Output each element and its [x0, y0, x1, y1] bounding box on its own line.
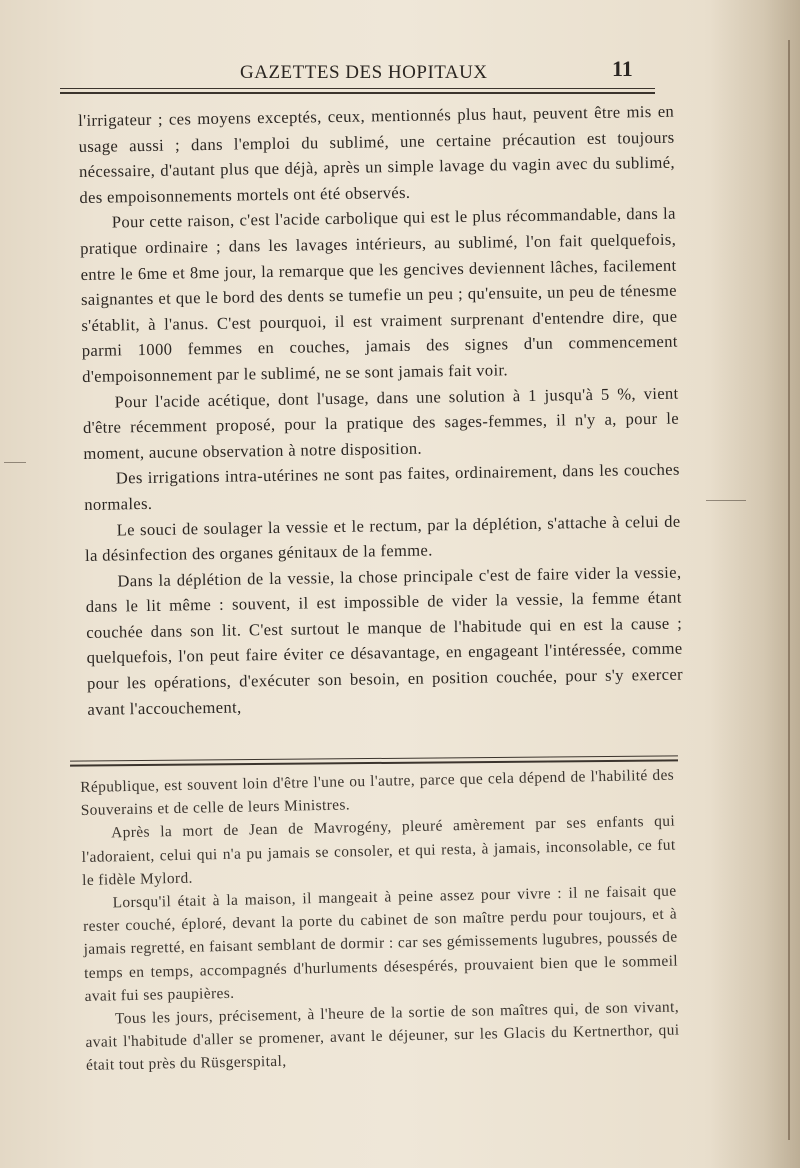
paragraph: Pour l'acide acétique, dont l'usage, dans une solution à 1 jusqu'à 5 %, vient d'être récemment proposé, pour la pratique des sages-femmes, il n'y a, pour le moment, aucune observation à notre disposition. [82, 383, 680, 463]
paragraph: Des irrigations intra-utérines ne sont pas faites, ordinairement, dans les couches normales. [84, 459, 680, 514]
paragraph: Après la mort de Jean de Mavrogény, pleuré amèrement par ses enfants qui l'adoraient, celui qui n'a pu jamais se consoler, et qui resta, à jamais, inconsolable, ce fut le fidèle Mylord. [81, 812, 676, 889]
paragraph: République, est souvent loin d'être l'une ou l'autre, parce que cela dépend de l'habilité des Souverains et de celle de leurs Ministres. [80, 766, 675, 820]
page-header [60, 56, 660, 100]
margin-mark-left [4, 462, 26, 463]
paragraph: Dans la déplétion de la vessie, la chose principale c'est de faire vider la vessie, dans le lit même : souvent, il est impossible de vider la vessie, la femme étant couchée dans son lit. C'est surtout le manque de l'habitude qui en est la cause ; quelquefois, l'on peut faire éviter ce désavantage, en engageant l'intéressée, comme pour les opérations, d'exécuter son besoin, en position couchée, pour s'y exercer avant l'accouchement, [85, 562, 684, 719]
header-rule-thick [60, 92, 655, 94]
paragraph: Pour cette raison, c'est l'acide carbolique qui est le plus récommandable, dans la pratique ordinaire ; dans les lavages intérieurs, au sublimé, l'on fait quelquefois, entre le 6me et 8me jour, la remarque que les gencives deviennent lâches, facilement saignantes et que le bord des dents se tumefie un peu ; qu'ensuite, un peu de ténesme s'établit, à l'anus. C'est pourquoi, il est vraiment surprenant d'entendre dire, que parmi 1000 femmes en couches, jamais des signes d'un commencement d'empoisonnement par le sublimé, ne se sont jamais fait voir. [80, 204, 678, 386]
main-article-text [78, 99, 684, 723]
paragraph: Tous les jours, précisement, à l'heure de la sortie de son maîtres qui, de son vivant, avait l'habitude d'aller se promener, avant le déjeuner, sur les Glacis du Kertnerthor, qui était tout près du Rüsgerspital, [85, 998, 680, 1075]
feuilleton-text [80, 764, 680, 1078]
paragraph: Lorsqu'il était à la maison, il mangeait à peine assez pour vivre : il ne faisait que rester couché, éploré, devant la porte du cabinet de son maître perdu pour toujours, et à jamais regretté, en faisant semblant de dormir : car ses gémissements lugubres, poussés de temps en temps, accompagnés d'hurluments désespérés, prouvaient bien que le sommeil avait fui ses paupières. [82, 882, 679, 1005]
header-rule-thin [60, 88, 655, 89]
page-edge-line [788, 40, 790, 1140]
margin-mark-right [706, 500, 746, 501]
running-title: GAZETTES DES HOPITAUX [240, 62, 488, 83]
paragraph: l'irrigateur ; ces moyens exceptés, ceux, mentionnés plus haut, peuvent être mis en usage aussi ; dans l'emploi du sublimé, une certaine précaution est toujours nécessaire, d'autant plus que déjà, après un simple lavage du vagin avec du sublimé, des empoisonnements mortels ont été observés. [78, 101, 676, 207]
page-fold-shadow [710, 0, 800, 1168]
page-number: 11 [612, 56, 633, 81]
paragraph: Le souci de soulager la vessie et le rectum, par la déplétion, s'attache à celui de la désinfection des organes génitaux de la femme. [84, 511, 681, 566]
